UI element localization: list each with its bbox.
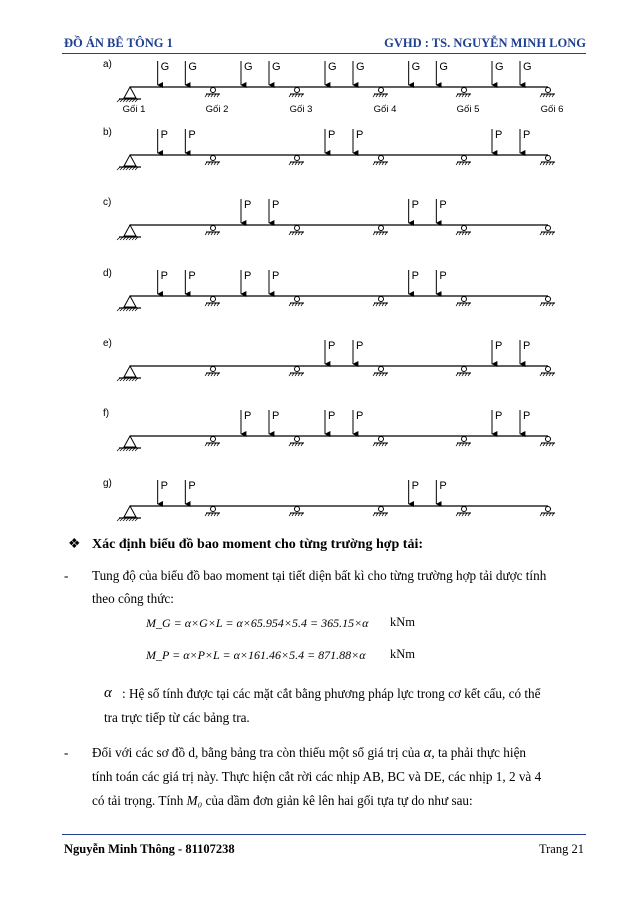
- section-bullet: ❖: [68, 537, 81, 552]
- para2-line3: [92, 790, 473, 812]
- roller-support: [546, 297, 551, 302]
- roller-support: [211, 367, 216, 372]
- formula-mp-unit: kNm: [390, 647, 415, 661]
- diagram-label: f): [103, 408, 110, 419]
- pin-support: [124, 87, 136, 98]
- point-load-label: P: [439, 270, 447, 282]
- alpha-note-line2: tra trực tiếp từ các bảng tra.: [104, 710, 250, 725]
- roller-support: [546, 226, 551, 231]
- point-load-label: G: [160, 61, 170, 73]
- footer-left: Nguyễn Minh Thông - 81107238: [64, 842, 235, 856]
- roller-support: [295, 507, 300, 512]
- roller-support: [295, 367, 300, 372]
- formula-mp: M_P = α×P×L = α×161.46×5.4 = 871.88×α: [146, 648, 366, 662]
- point-load-label: P: [495, 410, 503, 422]
- point-load-label: P: [244, 199, 252, 211]
- formula-mg: M_G = α×G×L = α×65.954×5.4 = 365.15×α: [146, 616, 369, 630]
- point-load-label: G: [244, 61, 253, 73]
- roller-support: [211, 297, 216, 302]
- point-load-label: P: [523, 340, 531, 352]
- support-label: Gối 6: [540, 104, 564, 115]
- roller-support: [379, 88, 384, 93]
- diagram-label: d): [103, 268, 112, 279]
- support-label: Gối 5: [456, 104, 480, 115]
- ground-hatch: [117, 99, 120, 102]
- point-load-label: P: [244, 410, 252, 422]
- roller-support: [211, 88, 216, 93]
- diagram-label: a): [103, 59, 112, 70]
- ground-hatch: [117, 448, 120, 451]
- diagram-label: b): [103, 127, 112, 138]
- para2-m0: M₀: [186, 793, 203, 808]
- point-load-label: P: [328, 129, 336, 141]
- header-right: GVHD : TS. NGUYỄN MINH LONG: [384, 36, 586, 50]
- alpha-symbol: α: [104, 685, 112, 701]
- roller-support: [295, 437, 300, 442]
- ground-hatch: [117, 378, 120, 381]
- point-load-label: G: [411, 61, 421, 73]
- point-load-label: P: [188, 270, 196, 282]
- roller-support: [462, 507, 467, 512]
- roller-support: [546, 156, 551, 161]
- roller-support: [546, 367, 551, 372]
- roller-support: [462, 226, 467, 231]
- pin-support: [124, 506, 136, 517]
- roller-support: [546, 507, 551, 512]
- point-load-label: P: [356, 340, 364, 352]
- point-load-label: P: [244, 270, 252, 282]
- roller-support: [211, 156, 216, 161]
- roller-support: [295, 156, 300, 161]
- point-load-label: P: [272, 270, 280, 282]
- point-load-label: G: [439, 61, 448, 73]
- roller-support: [546, 88, 551, 93]
- point-load-label: P: [495, 340, 503, 352]
- diagram-label: e): [103, 338, 112, 349]
- support-label: Gối 1: [122, 104, 146, 115]
- roller-support: [462, 156, 467, 161]
- point-load-label: G: [188, 61, 197, 73]
- ground-hatch: [117, 518, 120, 521]
- diagram-row: [103, 478, 555, 521]
- roller-support: [295, 226, 300, 231]
- roller-support: [379, 156, 384, 161]
- point-load-label: P: [495, 129, 503, 141]
- roller-support: [462, 437, 467, 442]
- roller-support: [211, 507, 216, 512]
- roller-support: [462, 367, 467, 372]
- roller-support: [379, 297, 384, 302]
- point-load-label: G: [523, 61, 532, 73]
- roller-support: [462, 297, 467, 302]
- roller-support: [379, 437, 384, 442]
- diagram-row: [103, 408, 555, 451]
- roller-support: [546, 437, 551, 442]
- point-load-label: P: [272, 199, 280, 211]
- point-load-label: P: [328, 340, 336, 352]
- point-load-label: P: [439, 480, 447, 492]
- point-load-label: P: [411, 199, 420, 211]
- para1-line1: Tung độ của biểu đồ bao moment tại tiết diện bất kì cho từng trường hợp tải dược tính: [92, 568, 547, 583]
- support-label: Gối 2: [205, 104, 229, 115]
- point-load-label: P: [411, 480, 420, 492]
- para2-dash: -: [64, 745, 69, 760]
- diagram-row: [103, 268, 555, 311]
- point-load-label: P: [188, 129, 196, 141]
- point-load-label: P: [160, 480, 169, 492]
- pin-support: [124, 366, 136, 377]
- para2-line2: tính toán các giá trị này. Thực hiện cắt rời các nhịp AB, BC và DE, các nhịp 1, 2 và 4: [92, 769, 542, 784]
- diagram-row: [103, 338, 555, 381]
- point-load-label: G: [328, 61, 337, 73]
- support-label: Gối 3: [289, 104, 313, 115]
- ground-hatch: [117, 167, 120, 170]
- diagram-row: [103, 197, 555, 240]
- para2-line1a: Đối với các sơ đồ d, bằng bảng tra còn thiếu một số giá trị của: [92, 745, 421, 760]
- para2-alpha: α: [423, 745, 432, 761]
- roller-support: [379, 507, 384, 512]
- para2-line3a: có tải trọng. Tính: [92, 793, 184, 808]
- point-load-label: G: [356, 61, 365, 73]
- pin-support: [124, 436, 136, 447]
- point-load-label: P: [356, 129, 364, 141]
- point-load-label: P: [272, 410, 280, 422]
- section-title: Xác định biểu đồ bao moment cho từng trường hợp tải:: [92, 537, 424, 552]
- roller-support: [211, 437, 216, 442]
- header-left: ĐỒ ÁN BÊ TÔNG 1: [64, 36, 173, 50]
- roller-support: [379, 367, 384, 372]
- point-load-label: P: [356, 410, 364, 422]
- pin-support: [124, 296, 136, 307]
- point-load-label: P: [523, 129, 531, 141]
- point-load-label: P: [523, 410, 531, 422]
- diagram-row: [103, 127, 555, 170]
- point-load-label: P: [160, 129, 169, 141]
- point-load-label: G: [495, 61, 504, 73]
- para1-dash: -: [64, 568, 69, 583]
- pin-support: [124, 155, 136, 166]
- point-load-label: P: [328, 410, 336, 422]
- para2-line1b: , ta phải thực hiện: [431, 745, 527, 760]
- para2-line1: [92, 742, 592, 764]
- diagram-row: [103, 59, 563, 115]
- point-load-label: P: [188, 480, 196, 492]
- diagram-label: c): [103, 197, 112, 208]
- footer-rule: [62, 834, 586, 835]
- roller-support: [295, 297, 300, 302]
- ground-hatch: [117, 308, 120, 311]
- point-load-label: P: [160, 270, 169, 282]
- para2-line3b: của dầm đơn giản kê lên hai gối tựa tự do như sau:: [205, 793, 473, 808]
- alpha-note-line1: : Hệ số tính được tại các mặt cắt bằng phương pháp lực trong cơ kết cấu, có thể: [122, 686, 541, 701]
- point-load-label: P: [411, 270, 420, 282]
- point-load-label: G: [272, 61, 281, 73]
- footer-right: Trang 21: [538, 842, 584, 856]
- roller-support: [379, 226, 384, 231]
- roller-support: [462, 88, 467, 93]
- ground-hatch: [117, 237, 120, 240]
- pin-support: [124, 225, 136, 236]
- roller-support: [295, 88, 300, 93]
- diagram-label: g): [103, 478, 112, 489]
- para1-line2: theo công thức:: [92, 591, 174, 606]
- point-load-label: P: [439, 199, 447, 211]
- support-label: Gối 4: [373, 104, 397, 115]
- formula-mg-unit: kNm: [390, 615, 415, 629]
- roller-support: [211, 226, 216, 231]
